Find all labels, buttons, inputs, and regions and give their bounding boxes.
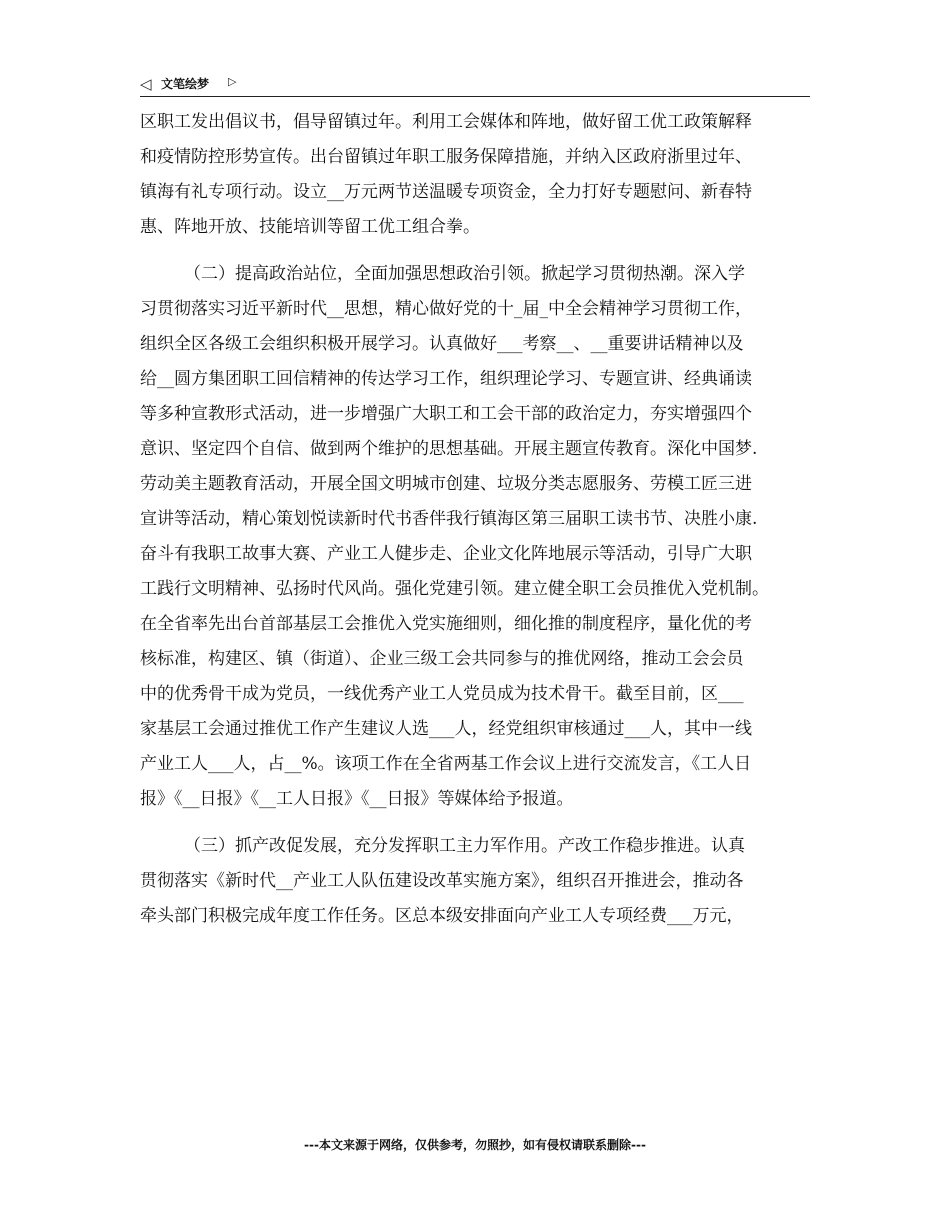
text-line: 报》《__日报》《__工人日报》《__日报》等媒体给予报道。 [140,789,574,809]
text-line: 区职工发出倡议书，倡导留镇过年。利用工会媒体和阵地，做好留工优工政策解释 [140,112,752,132]
text-line: 宣讲等活动，精心策划悦读新时代书香伴我行镇海区第三届职工读书节、决胜小康. [140,509,758,529]
text-line: （二）提高政治站位，全面加强思想政治引领。掀起学习贯彻热潮。深入学 [184,264,745,284]
paragraph [140,105,820,245]
text-line: 牵头部门积极完成年度工作任务。区总本级安排面向产业工人专项经费___万元， [140,906,744,926]
text-line: 工践行文明精神、弘扬时代风尚。强化党建引领。建立健全职工会员推优入党机制。 [140,579,769,599]
text-line: 惠、阵地开放、技能培训等留工优工组合拳。 [140,217,480,237]
text-line: 意识、坚定四个自信、做到两个维护的思想基础。开展主题宣传教育。深化中国梦. [140,439,758,459]
footer-disclaimer: ---本文来源于网络，仅供参考，勿照抄，如有侵权请联系删除--- [304,1138,646,1152]
paragraph [140,829,820,934]
text-line: 和疫情防控形势宣传。出台留镇过年职工服务保障措施，并纳入区政府浙里过年、 [140,147,752,167]
text-line: 在全省率先出台首部基层工会推优入党实施细则，细化推的制度程序，量化优的考 [140,614,752,634]
text-line: 核标准，构建区、镇（街道）、企业三级工会共同参与的推优网络，推动工会会员 [140,649,744,669]
text-line: 家基层工会通过推优工作产生建议人选___人，经党组织审核通过___人，其中一线 [140,719,752,739]
text-line: 贯彻落实《新时代__产业工人队伍建设改革实施方案》，组织召开推进会，推动各 [140,871,744,891]
paragraph [140,257,820,817]
text-line: 镇海有礼专项行动。设立__万元两节送温暖专项资金，全力打好专题慰问、新春特 [140,182,752,202]
text-line: 劳动美主题教育活动，开展全国文明城市创建、垃圾分类志愿服务、劳模工匠三进 [140,474,752,494]
paragraph-spacer [140,245,820,257]
page-header [140,74,810,97]
triangle-left-icon: ◁ [140,75,152,93]
text-line: 给__圆方集团职工回信精神的传达学习工作，组织理论学习、专题宣讲、经典诵读 [140,369,752,389]
text-line: （三）抓产改促发展，充分发挥职工主力军作用。产改工作稳步推进。认真 [184,836,745,856]
text-line: 组织全区各级工会组织积极开展学习。认真做好___考察__、__重要讲话精神以及 [140,334,744,354]
paragraph-spacer [140,817,820,829]
text-line: 产业工人___人，占__%。该项工作在全省两基工作会议上进行交流发言，《工人日 [140,754,752,774]
triangle-right-icon: ▷ [228,75,237,88]
text-line: 习贯彻落实习近平新时代__思想，精心做好党的十_届_中全会精神学习贯彻工作， [140,299,752,319]
text-line: 等多种宣教形式活动，进一步增强广大职工和工会干部的政治定力，夯实增强四个 [140,404,752,424]
text-line: 奋斗有我职工故事大赛、产业工人健步走、企业文化阵地展示等活动，引导广大职 [140,544,752,564]
document-body [140,105,820,934]
text-line: 中的优秀骨干成为党员，一线优秀产业工人党员成为技术骨干。截至目前，区___ [140,684,744,704]
header-title: 文笔绘梦 [161,77,210,91]
